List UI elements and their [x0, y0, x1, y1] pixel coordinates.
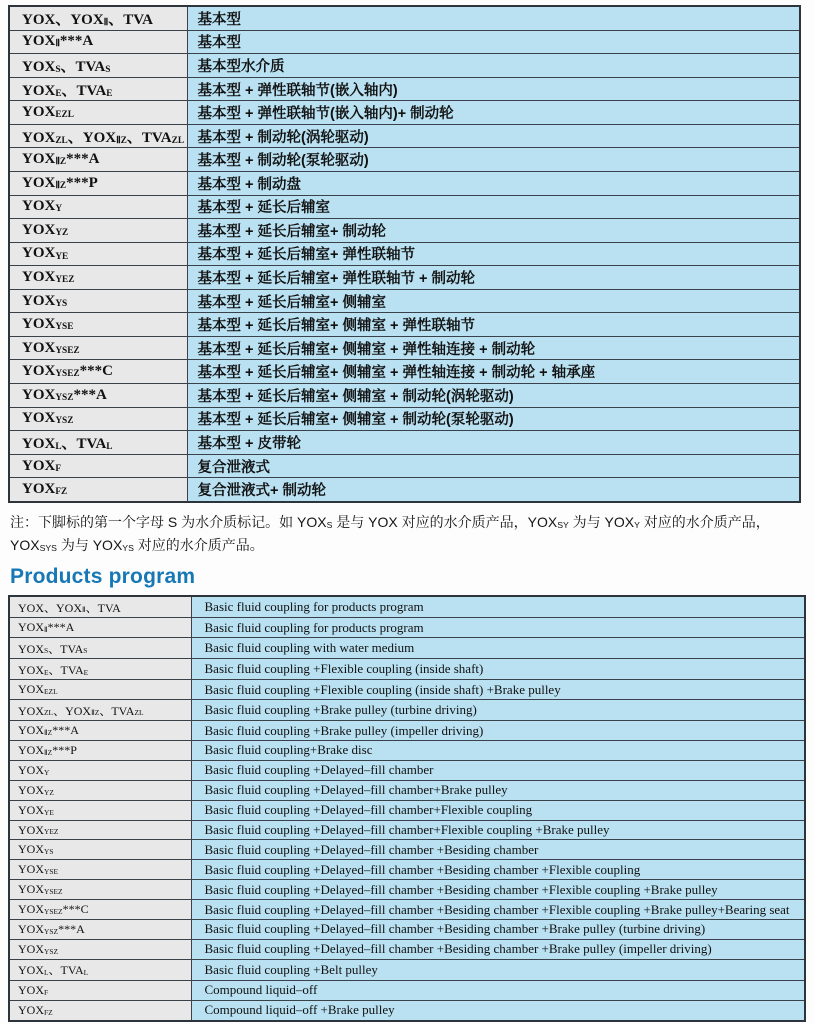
model-cell: YOXYSEZ***C — [9, 900, 191, 920]
model-cell: YOXEZL — [9, 101, 187, 125]
model-subscript: YE — [55, 251, 69, 262]
model-subscript: S — [55, 65, 61, 76]
model-subscript: YSEZ — [55, 345, 80, 356]
table-row — [9, 700, 805, 721]
table-row — [9, 266, 800, 290]
model-cell: YOXY — [9, 760, 191, 780]
model-subscript: L — [106, 442, 113, 453]
description-cell: Basic fluid coupling+Brake disc — [191, 741, 805, 761]
model-subscript: S — [44, 646, 49, 656]
model-subscript: YZ — [44, 787, 54, 797]
model-cell: YOXE、TVAE — [9, 77, 187, 101]
table-row — [9, 124, 800, 148]
model-subscript: ZL — [44, 708, 54, 718]
table-row — [9, 760, 805, 780]
table-row — [9, 478, 800, 502]
table-row — [9, 30, 800, 54]
model-subscript: YEZ — [44, 827, 59, 837]
model-cell: YOXⅡZ***P — [9, 741, 191, 761]
model-subscript: Y — [55, 204, 63, 215]
table-row — [9, 741, 805, 761]
description-cell: 基本型 + 延长后辅室+ 侧辅室 + 制动轮(泵轮驱动) — [187, 407, 800, 431]
table-row — [9, 900, 805, 920]
model-subscript: Ⅱ — [103, 17, 109, 28]
model-subscript: ⅡZ — [44, 727, 53, 737]
description-cell: 复合泄液式 — [187, 454, 800, 478]
model-cell: YOXⅡZ***A — [9, 148, 187, 172]
description-cell: Basic fluid coupling +Flexible coupling (inside shaft) — [191, 659, 805, 680]
model-cell: YOXYSZ***A — [9, 920, 191, 940]
table-row — [9, 171, 800, 195]
table-row — [9, 360, 800, 384]
model-cell: YOXⅡ***A — [9, 618, 191, 638]
model-cell: YOXZL、YOXⅡZ、TVAZL — [9, 700, 191, 721]
model-subscript: SY — [557, 520, 569, 531]
table-row — [9, 289, 800, 313]
model-subscript: S — [105, 65, 111, 76]
model-subscript: F — [44, 987, 49, 997]
description-cell: Basic fluid coupling +Delayed–fill chamber +Besiding chamber +Brake pulley (turbine driving) — [191, 920, 805, 940]
table-row — [9, 407, 800, 431]
description-cell: Basic fluid coupling +Brake pulley (turbine driving) — [191, 700, 805, 721]
model-subscript: ⅡZ — [91, 708, 100, 718]
model-cell: YOXYE — [9, 800, 191, 820]
model-subscript: YEZ — [55, 275, 75, 286]
model-cell: YOXYSZ — [9, 407, 187, 431]
model-subscript: ⅡZ — [44, 747, 53, 757]
table-row — [9, 638, 805, 659]
note-line: 注：下脚标的第一个字母 S 为水介质标记。如 YOXS 是与 YOX 对应的水介质产品，YOXSY 为与 YOXY 对应的水介质产品， — [10, 514, 770, 531]
description-cell: Basic fluid coupling +Delayed–fill chamber +Besiding chamber +Brake pulley (impeller driving) — [191, 939, 805, 959]
model-cell: YOXFZ — [9, 478, 187, 502]
model-subscript: F — [55, 463, 62, 474]
table-row — [9, 77, 800, 101]
en-table-body — [9, 596, 805, 1021]
table-row — [9, 920, 805, 940]
table-row — [9, 618, 805, 638]
cn-products-table — [8, 5, 801, 503]
en-products-table — [8, 595, 806, 1022]
model-cell: YOXYS — [9, 289, 187, 313]
model-subscript: L — [55, 442, 62, 453]
description-cell: Basic fluid coupling +Flexible coupling (inside shaft) +Brake pulley — [191, 680, 805, 700]
description-cell: Basic fluid coupling +Belt pulley — [191, 959, 805, 980]
model-subscript: ZL — [171, 135, 185, 146]
model-cell: YOXE、TVAE — [9, 659, 191, 680]
description-cell: 基本型 + 延长后辅室+ 侧辅室 + 制动轮(涡轮驱动) — [187, 384, 800, 408]
description-cell: Compound liquid–off — [191, 980, 805, 1000]
model-subscript: ⅡZ — [55, 157, 67, 168]
table-row — [9, 336, 800, 360]
description-cell: 基本型 + 延长后辅室 — [187, 195, 800, 219]
model-cell: YOXYSE — [9, 860, 191, 880]
model-cell: YOXS、TVAS — [9, 54, 187, 78]
model-cell: YOXZL、YOXⅡZ、TVAZL — [9, 124, 187, 148]
table-row — [9, 101, 800, 125]
description-cell: Basic fluid coupling for products program — [191, 618, 805, 638]
model-subscript: Ⅱ — [82, 605, 86, 615]
table-row — [9, 384, 800, 408]
model-subscript: ZL — [55, 135, 68, 146]
table-row — [9, 195, 800, 219]
model-subscript: Ⅱ — [55, 39, 60, 50]
description-cell: 基本型 + 制动轮(涡轮驱动) — [187, 124, 800, 148]
model-cell: YOXⅡ***A — [9, 30, 187, 54]
model-subscript: YS — [122, 543, 134, 554]
model-subscript: ⅡZ — [116, 135, 127, 146]
note-line: YOXSYS 为与 YOXYS 对应的水介质产品。 — [10, 537, 264, 554]
cn-table-body — [9, 6, 800, 502]
description-cell: 基本型 + 制动盘 — [187, 171, 800, 195]
model-subscript: FZ — [55, 487, 68, 498]
model-cell: YOXYSEZ — [9, 880, 191, 900]
model-cell: YOXYEZ — [9, 266, 187, 290]
note — [10, 512, 806, 558]
description-cell: 基本型 + 延长后辅室+ 侧辅室 — [187, 289, 800, 313]
model-cell: YOXS、TVAS — [9, 638, 191, 659]
table-row — [9, 880, 805, 900]
model-cell: YOXL、TVAL — [9, 959, 191, 980]
model-subscript: YSEZ — [44, 887, 63, 897]
description-cell: Basic fluid coupling for products program — [191, 596, 805, 618]
table-row — [9, 431, 800, 455]
model-cell: YOXYS — [9, 840, 191, 860]
description-cell: Basic fluid coupling +Delayed–fill chamber +Besiding chamber +Flexible coupling — [191, 860, 805, 880]
model-subscript: S — [83, 646, 88, 656]
table-row — [9, 148, 800, 172]
table-row — [9, 313, 800, 337]
table-row — [9, 242, 800, 266]
model-cell: YOXYZ — [9, 780, 191, 800]
model-cell: YOXYSEZ — [9, 336, 187, 360]
table-row — [9, 980, 805, 1000]
model-subscript: E — [44, 667, 49, 677]
table-row — [9, 454, 800, 478]
model-subscript: E — [83, 667, 89, 677]
model-cell: YOXY — [9, 195, 187, 219]
model-cell: YOXⅡZ***A — [9, 721, 191, 741]
model-subscript: L — [83, 968, 89, 978]
model-cell: YOXYSEZ***C — [9, 360, 187, 384]
description-cell: 基本型 + 延长后辅室+ 弹性联轴节 — [187, 242, 800, 266]
description-cell: 基本型 + 弹性联轴节(嵌入轴内)+ 制动轮 — [187, 101, 800, 125]
description-cell: 基本型 — [187, 30, 800, 54]
description-cell: 基本型 + 皮带轮 — [187, 431, 800, 455]
table-row — [9, 959, 805, 980]
model-cell: YOXYZ — [9, 219, 187, 243]
description-cell: Basic fluid coupling +Delayed–fill chamber+Brake pulley — [191, 780, 805, 800]
description-cell: 基本型水介质 — [187, 54, 800, 78]
table-row — [9, 780, 805, 800]
table-row — [9, 54, 800, 78]
model-cell: YOXYEZ — [9, 820, 191, 840]
model-cell: YOX、YOXⅡ、TVA — [9, 6, 187, 30]
model-cell: YOXYE — [9, 242, 187, 266]
description-cell: Basic fluid coupling +Delayed–fill chamber +Besiding chamber — [191, 840, 805, 860]
description-cell: Basic fluid coupling +Delayed–fill chamber+Flexible coupling — [191, 800, 805, 820]
model-cell: YOXYSE — [9, 313, 187, 337]
description-cell: 基本型 + 延长后辅室+ 侧辅室 + 弹性轴连接 + 制动轮 + 轴承座 — [187, 360, 800, 384]
model-cell: YOXFZ — [9, 1000, 191, 1021]
model-cell: YOXL、TVAL — [9, 431, 187, 455]
description-cell: 基本型 + 弹性联轴节(嵌入轴内) — [187, 77, 800, 101]
model-subscript: S — [326, 520, 333, 531]
table-row — [9, 820, 805, 840]
model-subscript: FZ — [44, 1007, 53, 1017]
model-subscript: YSE — [44, 867, 59, 877]
table-row — [9, 1000, 805, 1021]
model-subscript: Ⅱ — [44, 624, 48, 634]
products-program-heading: Products program — [10, 565, 196, 588]
description-cell: Basic fluid coupling +Delayed–fill chamber — [191, 760, 805, 780]
model-subscript: EZL — [44, 687, 58, 696]
description-cell: 基本型 + 延长后辅室+ 侧辅室 + 弹性联轴节 — [187, 313, 800, 337]
model-subscript: ⅡZ — [55, 180, 67, 191]
model-subscript: YSE — [55, 322, 74, 333]
table-row — [9, 840, 805, 860]
table-row — [9, 6, 800, 30]
model-subscript: YZ — [55, 227, 69, 238]
table-row — [9, 680, 805, 700]
model-subscript: YS — [44, 847, 54, 857]
model-cell: YOXYSZ — [9, 939, 191, 959]
model-subscript: E — [106, 88, 113, 99]
description-cell: 基本型 + 延长后辅室+ 侧辅室 + 弹性轴连接 + 制动轮 — [187, 336, 800, 360]
description-cell: 基本型 + 制动轮(泵轮驱动) — [187, 148, 800, 172]
model-cell: YOXF — [9, 454, 187, 478]
table-row — [9, 939, 805, 959]
model-subscript: YSZ — [44, 926, 59, 936]
model-subscript: YS — [55, 298, 68, 309]
table-row — [9, 219, 800, 243]
model-cell: YOXEZL — [9, 680, 191, 700]
description-cell: Basic fluid coupling +Delayed–fill chamber+Flexible coupling +Brake pulley — [191, 820, 805, 840]
description-cell: 基本型 — [187, 6, 800, 30]
model-subscript: YSEZ — [44, 906, 63, 916]
model-subscript: E — [55, 88, 62, 99]
description-cell: 复合泄液式+ 制动轮 — [187, 478, 800, 502]
model-subscript: ZL — [134, 708, 144, 718]
model-cell: YOX、YOXⅡ、TVA — [9, 596, 191, 618]
table-row — [9, 659, 805, 680]
table-row — [9, 596, 805, 618]
model-subscript: Y — [634, 520, 640, 531]
description-cell: 基本型 + 延长后辅室+ 弹性联轴节 + 制动轮 — [187, 266, 800, 290]
model-cell: YOXYSZ***A — [9, 384, 187, 408]
table-row — [9, 721, 805, 741]
model-subscript: Y — [44, 767, 50, 777]
model-subscript: L — [44, 968, 49, 978]
model-cell: YOXF — [9, 980, 191, 1000]
table-row — [9, 860, 805, 880]
model-subscript: YSEZ — [55, 369, 80, 380]
description-cell: 基本型 + 延长后辅室+ 制动轮 — [187, 219, 800, 243]
model-subscript: YE — [44, 807, 54, 817]
model-cell: YOXⅡZ***P — [9, 171, 187, 195]
model-subscript: YSZ — [55, 392, 74, 403]
model-subscript: SYS — [39, 543, 57, 554]
description-cell: Basic fluid coupling +Delayed–fill chamber +Besiding chamber +Flexible coupling +Brake pulley+Bearing seat — [191, 900, 805, 920]
description-cell: Compound liquid–off +Brake pulley — [191, 1000, 805, 1021]
table-row — [9, 800, 805, 820]
description-cell: Basic fluid coupling +Brake pulley (impeller driving) — [191, 721, 805, 741]
model-subscript: YSZ — [44, 946, 59, 956]
model-subscript: EZL — [55, 110, 74, 121]
description-cell: Basic fluid coupling +Delayed–fill chamber +Besiding chamber +Flexible coupling +Brake pulley — [191, 880, 805, 900]
model-subscript: YSZ — [55, 416, 74, 427]
description-cell: Basic fluid coupling with water medium — [191, 638, 805, 659]
